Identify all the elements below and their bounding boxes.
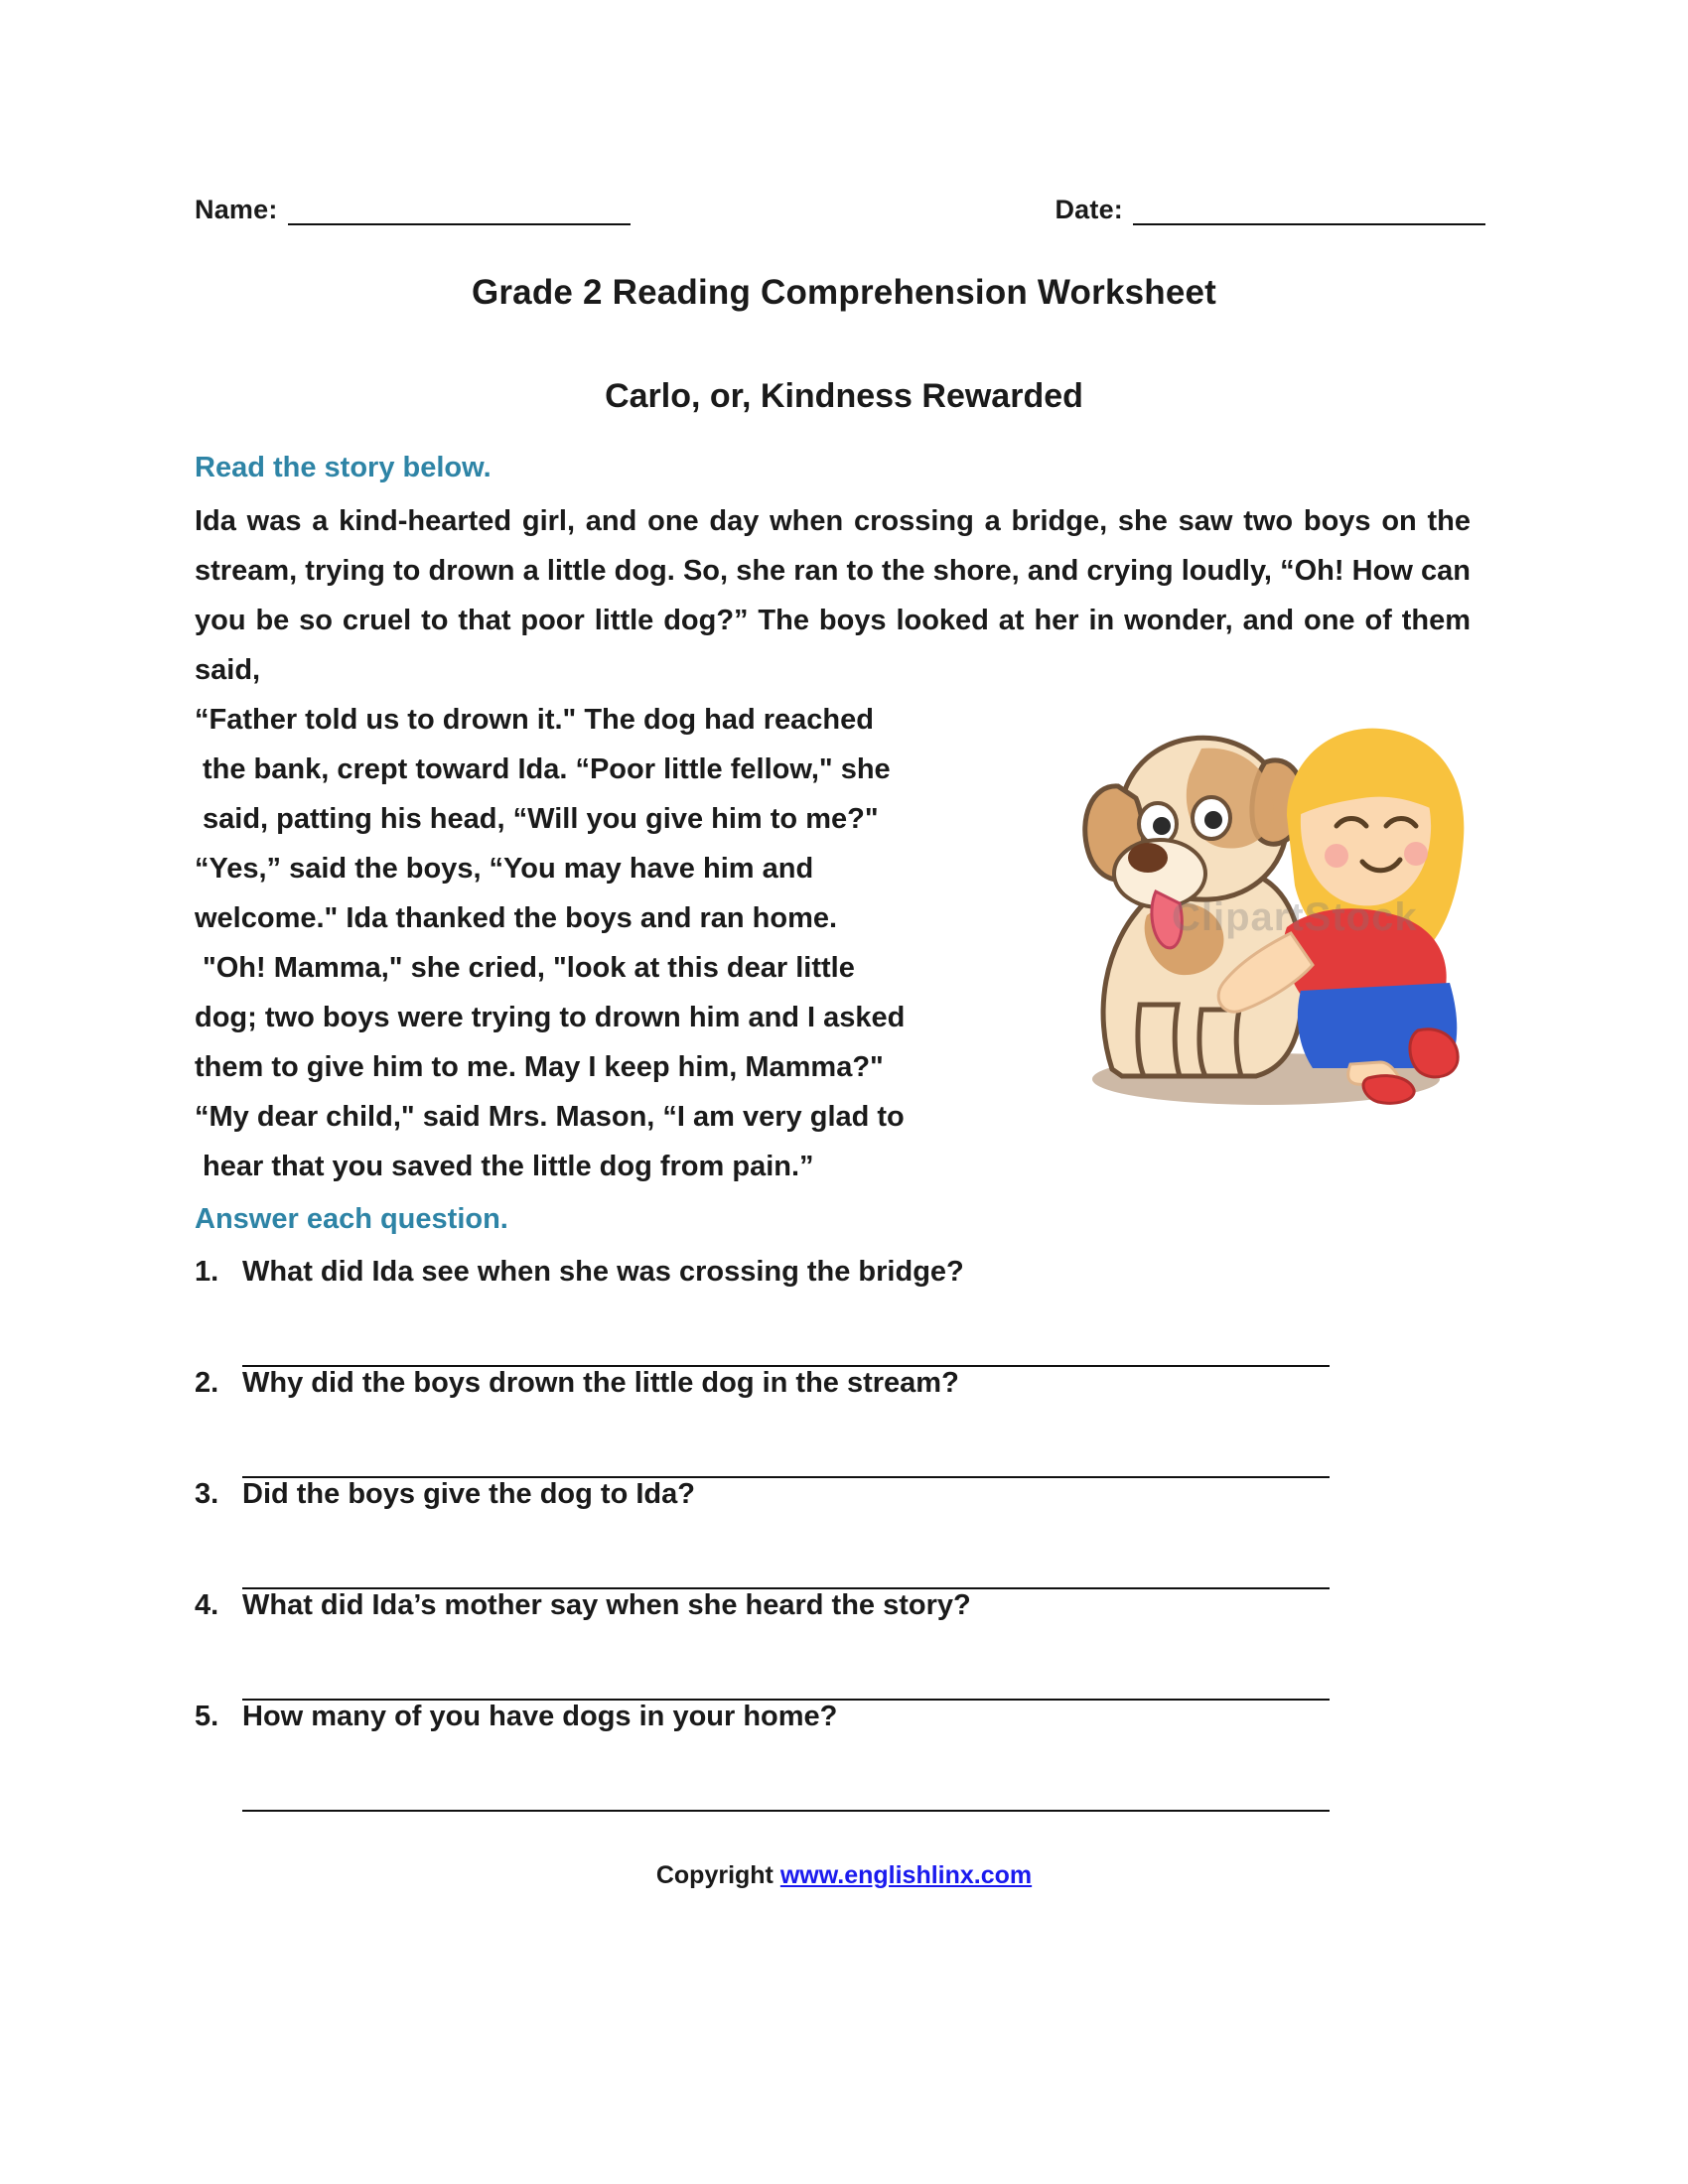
story-paragraph-1: Ida was a kind-hearted girl, and one day when crossing a bridge, she saw two boys on the stream, trying to drown a little dog. So, she ran to the shore, and crying loudly, “Oh! How can you be so cruel to that poor little dog?” The boys looked at her in wonder, and one of them said, (195, 505, 1471, 686)
header-fields (195, 195, 1485, 225)
story-line-10: hear that you saved the little dog from pain.” (203, 1151, 814, 1182)
question-number: 2. (195, 1367, 219, 1399)
question-item (195, 1589, 1495, 1701)
questions-list (195, 1256, 1495, 1812)
answer-line[interactable] (242, 1649, 1330, 1701)
story-title: Carlo, or, Kindness Rewarded (605, 377, 1083, 415)
watermark-text: ClipartStock (1172, 895, 1418, 939)
answer-line[interactable] (242, 1315, 1330, 1367)
page-title: Grade 2 Reading Comprehension Worksheet (471, 273, 1217, 312)
girl-hugging-dog-illustration (1053, 667, 1499, 1124)
question-number: 5. (195, 1701, 219, 1732)
copyright-label: Copyright (655, 1861, 780, 1889)
question-text: How many of you have dogs in your home? (242, 1701, 838, 1732)
name-field (195, 195, 631, 225)
question-item (195, 1256, 1495, 1367)
story-line-3 (195, 794, 1027, 844)
story-line-4: “Yes,” said the boys, “You may have him and (195, 853, 814, 885)
question-item (195, 1701, 1495, 1812)
answer-line[interactable] (242, 1760, 1330, 1812)
question-text: Why did the boys drown the little dog in the stream? (242, 1367, 959, 1399)
date-field (1055, 195, 1485, 225)
read-story-heading: Read the story below. (195, 452, 492, 483)
question-item (195, 1367, 1495, 1478)
date-label: Date: (1055, 195, 1123, 224)
answer-question-heading: Answer each question. (195, 1203, 508, 1235)
story-line-9: “My dear child," said Mrs. Mason, “I am very glad to (195, 1101, 905, 1133)
question-text: What did Ida’s mother say when she heard the story? (242, 1589, 971, 1621)
story-line-3-part-a: said, patting his head, “Will you give him to (203, 803, 806, 835)
copyright-link[interactable]: www.englishlinx.com (779, 1861, 1033, 1889)
name-write-line[interactable] (288, 202, 631, 225)
question-item (195, 1478, 1495, 1589)
name-label: Name: (195, 195, 278, 224)
question-number: 4. (195, 1589, 219, 1621)
question-number: 3. (195, 1478, 219, 1510)
story-line-1: “Father told us to drown it." The dog had reached (195, 704, 874, 736)
question-text: What did Ida see when she was crossing the bridge? (242, 1256, 964, 1288)
story-line-7: dog; two boys were trying to drown him and I asked (195, 1002, 906, 1033)
question-text: Did the boys give the dog to Ida? (242, 1478, 695, 1510)
story-line-3-emphasis: me (805, 803, 848, 835)
question-number: 1. (195, 1256, 219, 1288)
answer-line[interactable] (242, 1538, 1330, 1589)
date-write-line[interactable] (1133, 202, 1485, 225)
story-line-3-part-c: ?" (847, 803, 879, 835)
answer-line[interactable] (242, 1427, 1330, 1478)
story-line-6: "Oh! Mamma," she cried, "look at this dear little (203, 952, 855, 984)
footer (0, 1861, 1688, 1890)
story-line-8: them to give him to me. May I keep him, Mamma?" (195, 1051, 884, 1083)
story-line-2: the bank, crept toward Ida. “Poor little fellow," she (203, 753, 891, 785)
story-line-5: welcome." Ida thanked the boys and ran home. (195, 902, 838, 934)
